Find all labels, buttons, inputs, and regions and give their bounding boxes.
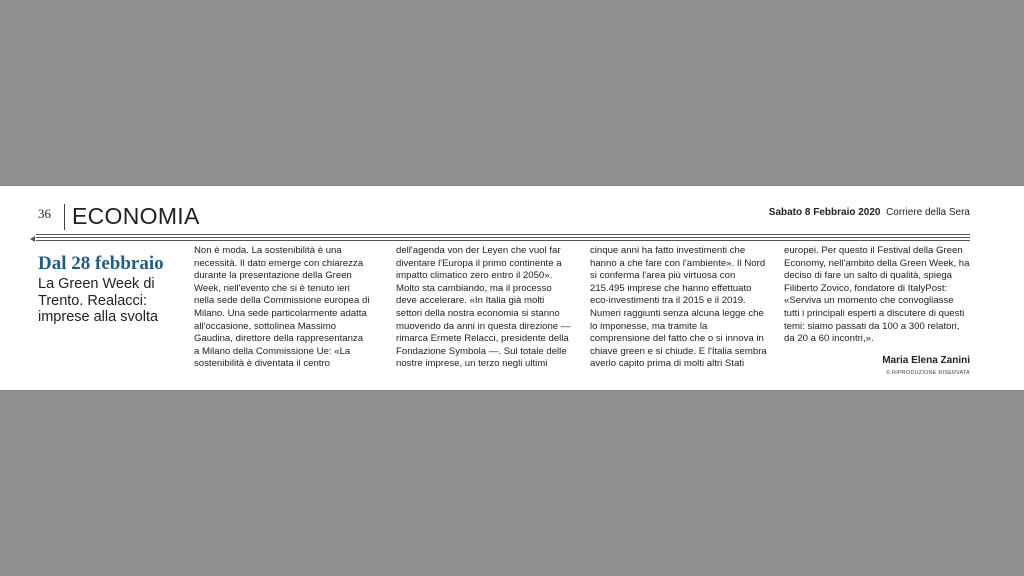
article-author: Maria Elena Zanini [882,355,970,366]
rule-arrow-icon [30,236,35,242]
section-title: ECONOMIA [72,203,200,229]
page-number: 36 [38,206,51,221]
issue-date: Sabato 8 Febbraio 2020 [768,207,881,218]
header-rule [36,237,970,238]
article-column-4: europei. Per questo il Festival della Green Economy, nell'ambito della Green Week, ha deciso di fare un salto di qualità, spiega Filiberto Zovico, fondatore di ItalyPost: «Serviva un momento che convogliasse tutti i principali esperti a discutere di questi temi: siamo passati da 100 a 300 relatori, da 20 a 60 incontri,». [784,245,970,345]
article-kicker: Dal 28 febbraio [38,253,164,274]
article-title: La Green Week di Trento. Realacci: imprese alla svolta [38,276,159,325]
article-column-3: cinque anni ha fatto investimenti che hanno a che fare con l'ambiente». Il Nord si conferma l'area più virtuosa con 215.495 imprese che hanno effettuato eco-investimenti tra il 2015 e il 2019. Numeri raggiunti senza alcuna legge che lo imponesse, ma tramite la comprensione del fatto che o si innova in chiave green e si chiude. E l'Italia sembra averlo capito prima di molti altri Stati [590,245,767,370]
article-column-1: Non è moda. La sostenibilità è una necessità. Il dato emerge con chiarezza durante la presentazione della Green Week, nell'evento che si è tenuto ieri nella sede della Commissione europea di Milano. Una sede particolarmente adatta all'occasione, sottolinea Massimo Gaudina, direttore della rappresentanza a Milano della Commissione Ue: «La sostenibilità è diventata il centro [194,245,370,370]
copyright-notice: © RIPRODUZIONE RISERVATA [886,370,970,376]
article-column-2: dell'agenda von der Leyen che vuol far diventare l'Europa il primo continente a impatto climatico zero entro il 2050». Molto sta cambiando, ma il processo deve accelerare. «In Italia già molti settori della nostra economia si stanno muovendo da anni in questa direzione — rimarca Ermete Relacci, presidente della Fondazione Symbola —. Sul totale delle nostre imprese, un terzo negli ultimi [396,245,571,370]
header-rule [36,240,970,241]
newspaper-name: Corriere della Sera [886,207,970,218]
header-meta [769,207,970,218]
header-divider [64,204,65,230]
header-rule [36,234,970,235]
